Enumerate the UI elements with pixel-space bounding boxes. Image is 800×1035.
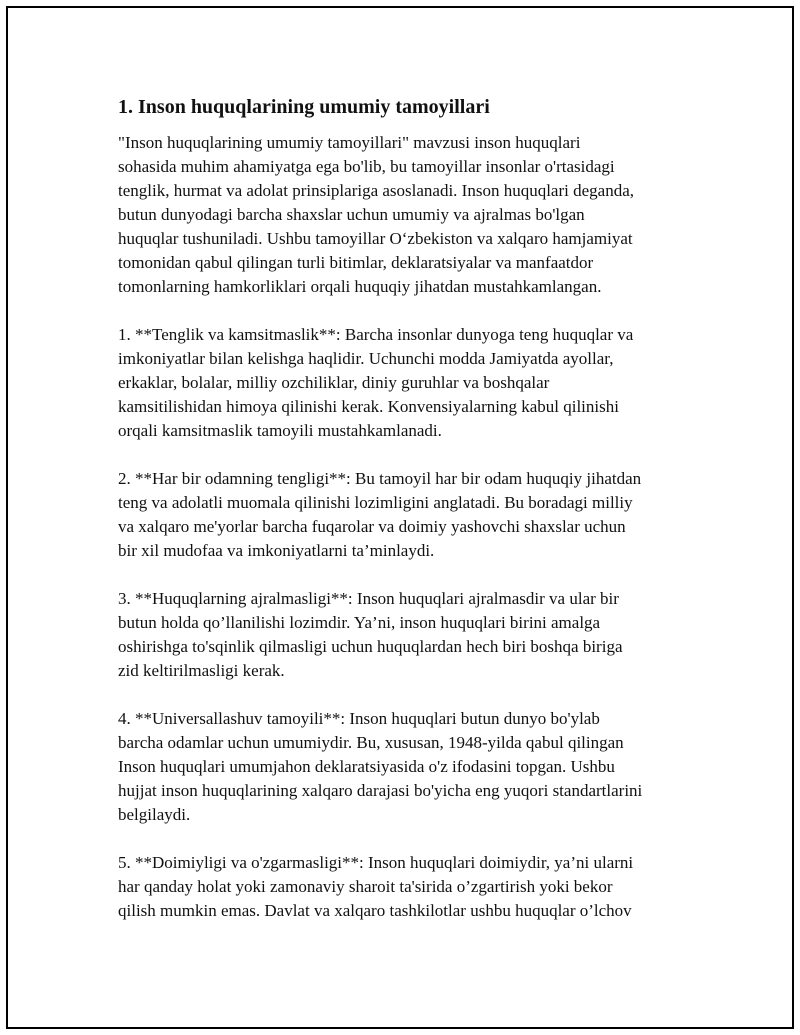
text-line: bir xil mudofaa va imkoniyatlarni ta’minlaydi. bbox=[118, 541, 435, 560]
text-line: butun dunyodagi barcha shaxslar uchun umumiy va ajralmas bo'lgan bbox=[118, 205, 585, 224]
text-line: imkoniyatlar bilan kelishga haqlidir. Uchunchi modda Jamiyatda ayollar, bbox=[118, 349, 614, 368]
text-line: orqali kamsitmaslik tamoyili mustahkamlanadi. bbox=[118, 421, 442, 440]
text-line: barcha odamlar uchun umumiydir. Bu, xususan, 1948-yilda qabul qilingan bbox=[118, 733, 624, 752]
text-line: qilish mumkin emas. Davlat va xalqaro tashkilotlar ushbu huquqlar o’lchov bbox=[118, 901, 632, 920]
text-line: zid keltirilmasligi kerak. bbox=[118, 661, 285, 680]
text-line: kamsitilishidan himoya qilinishi kerak. Konvensiyalarning kabul qilinishi bbox=[118, 397, 619, 416]
text-line: 1. **Tenglik va kamsitmaslik**: Barcha insonlar dunyoga teng huquqlar va bbox=[118, 325, 634, 344]
text-line: erkaklar, bolalar, milliy ozchiliklar, diniy guruhlar va boshqalar bbox=[118, 373, 550, 392]
text-line: teng va adolatli muomala qilinishi lozimligini anglatadi. Bu boradagi milliy bbox=[118, 493, 633, 512]
paragraph bbox=[118, 467, 698, 563]
paragraph bbox=[118, 323, 698, 443]
document-body bbox=[118, 95, 698, 947]
text-line: butun holda qo’llanilishi lozimdir. Ya’ni, inson huquqlari birini amalga bbox=[118, 613, 601, 632]
paragraph bbox=[118, 131, 698, 299]
text-line: 3. **Huquqlarning ajralmasligi**: Inson huquqlari ajralmasdir va ular bir bbox=[118, 589, 619, 608]
text-line: sohasida muhim ahamiyatga ega bo'lib, bu tamoyillar insonlar o'rtasidagi bbox=[118, 157, 615, 176]
text-line: oshirishga to'sqinlik qilmasligi uchun huquqlardan hech biri boshqa biriga bbox=[118, 637, 623, 656]
text-line: Inson huquqlari umumjahon deklaratsiyasida o'z ifodasini topgan. Ushbu bbox=[118, 757, 615, 776]
text-line: 2. **Har bir odamning tengligi**: Bu tamoyil har bir odam huquqiy jihatdan bbox=[118, 469, 642, 488]
text-line: va xalqaro me'yorlar barcha fuqarolar va doimiy yashovchi shaxslar uchun bbox=[118, 517, 626, 536]
text-line: belgilaydi. bbox=[118, 805, 191, 824]
paragraph bbox=[118, 587, 698, 683]
paragraph-list bbox=[118, 131, 698, 923]
text-line: huquqlar tushuniladi. Ushbu tamoyillar O‘zbekiston va xalqaro hamjamiyat bbox=[118, 229, 633, 248]
text-line: "Inson huquqlarining umumiy tamoyillari" mavzusi inson huquqlari bbox=[118, 133, 581, 152]
text-line: hujjat inson huquqlarining xalqaro darajasi bo'yicha eng yuqori standartlarini bbox=[118, 781, 643, 800]
text-line: tomonidan qabul qilingan turli bitimlar, deklaratsiyalar va manfaatdor bbox=[118, 253, 594, 272]
paragraph bbox=[118, 851, 698, 923]
text-line: tenglik, hurmat va adolat prinsiplariga asoslanadi. Inson huquqlari deganda, bbox=[118, 181, 635, 200]
paragraph bbox=[118, 707, 698, 827]
text-line: 5. **Doimiyligi va o'zgarmasligi**: Inson huquqlari doimiydir, ya’ni ularni bbox=[118, 853, 634, 872]
text-line: har qanday holat yoki zamonaviy sharoit ta'sirida o’zgartirish yoki bekor bbox=[118, 877, 613, 896]
document-title: 1. Inson huquqlarining umumiy tamoyillari bbox=[118, 96, 490, 118]
text-line: tomonlarning hamkorliklari orqali huquqiy jihatdan mustahkamlangan. bbox=[118, 277, 602, 296]
text-line: 4. **Universallashuv tamoyili**: Inson huquqlari butun dunyo bo'ylab bbox=[118, 709, 600, 728]
